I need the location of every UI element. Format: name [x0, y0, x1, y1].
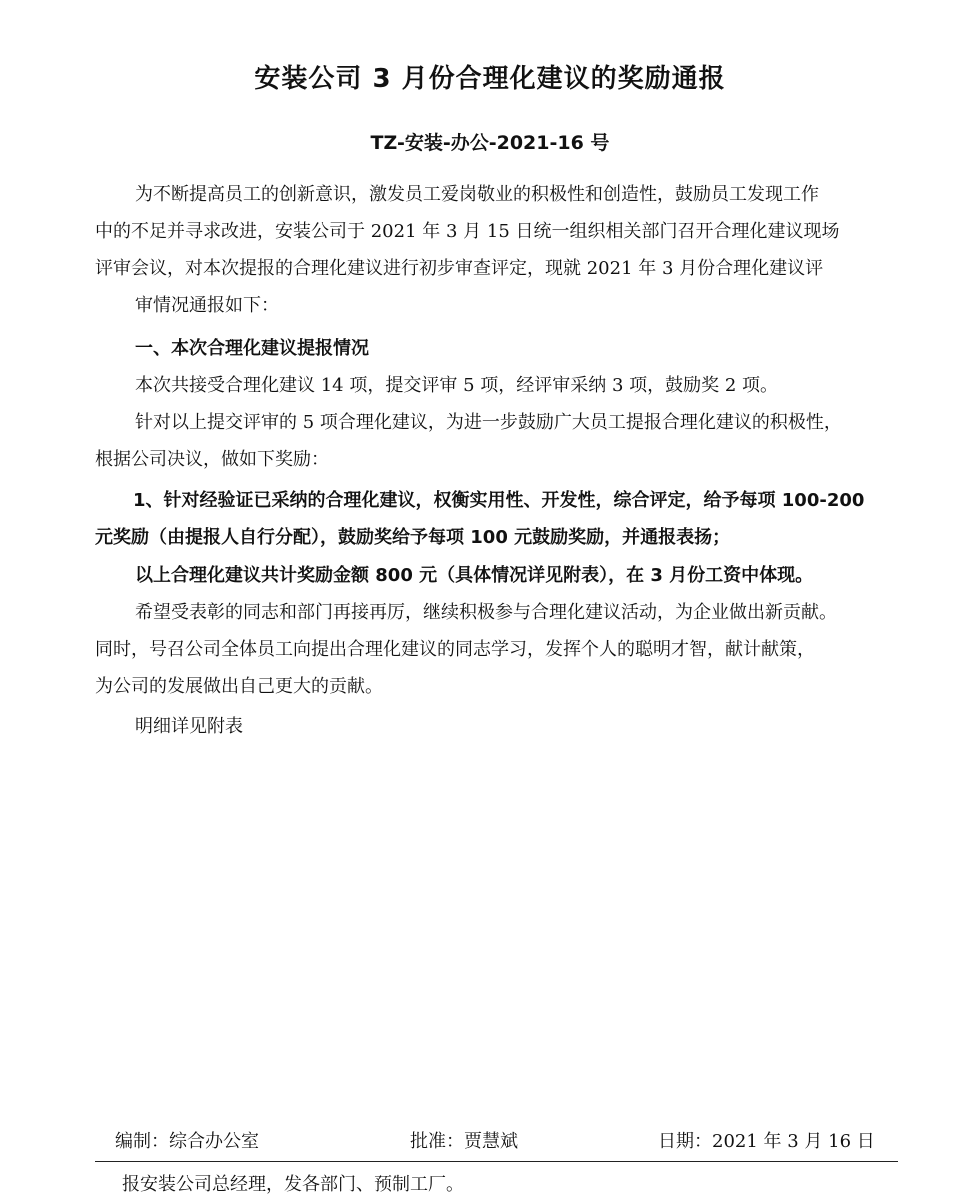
intro-paragraph [95, 176, 895, 324]
section1-heading: 一、本次合理化建议提报情况 [135, 338, 369, 359]
total-amount-line: 以上合理化建议共计奖励金额 800 元（具体情况详见附表），在 3 月份工资中体现。 [135, 565, 814, 586]
closing-line-3: 为公司的发展做出自己更大的贡献。 [95, 676, 383, 697]
closing-line-1: 希望受表彰的同志和部门再接再厉，继续积极参与合理化建议活动，为企业做出新贡献。 [135, 602, 837, 623]
section1-line-1: 针对以上提交评审的 5 项合理化建议，为进一步鼓励广大员工提报合理化建议的积极性， [135, 412, 842, 433]
intro-line-3: 评审会议，对本次提报的合理化建议进行初步审查评定，现就 2021 年 3 月份合理化建议评 [95, 258, 824, 279]
document-number: TZ-安装-办公-2021-16 号 [370, 132, 610, 154]
attachment-note: 明细详见附表 [135, 716, 243, 737]
reward-paragraph [95, 482, 895, 556]
reward-line-1: 1、针对经验证已采纳的合理化建议，权衡实用性、开发性，综合评定，给予每项 100-200 [133, 490, 865, 511]
section1-paragraph [95, 404, 895, 478]
section1-line-2: 根据公司决议，做如下奖励： [95, 449, 329, 470]
reward-line-2: 元奖励（由提报人自行分配），鼓励奖给予每项 100 元鼓励奖励，并通报表扬； [95, 527, 731, 548]
intro-line-1: 为不断提高员工的创新意识，激发员工爱岗敬业的积极性和创造性，鼓励员工发现工作 [135, 184, 819, 205]
distribution-line: 报安装公司总经理，发各部门、预制工厂。 [122, 1174, 464, 1195]
closing-paragraph [95, 594, 895, 705]
closing-line-2: 同时，号召公司全体员工向提出合理化建议的同志学习，发挥个人的聪明才智，献计献策， [95, 639, 815, 660]
intro-line-4: 审情况通报如下： [135, 295, 279, 316]
issue-date: 日期：2021 年 3 月 16 日 [658, 1131, 875, 1152]
document-title: 安装公司 3 月份合理化建议的奖励通报 [254, 64, 726, 94]
approved-by: 批准：贾慧斌 [410, 1131, 518, 1152]
section1-stats: 本次共接受合理化建议 14 项，提交评审 5 项，经评审采纳 3 项，鼓励奖 2 项。 [135, 375, 779, 396]
prepared-by: 编制：综合办公室 [115, 1131, 259, 1152]
footer-divider [95, 1161, 898, 1162]
intro-line-2: 中的不足并寻求改进，安装公司于 2021 年 3 月 15 日统一组织相关部门召开合理化建议现场 [95, 221, 840, 242]
